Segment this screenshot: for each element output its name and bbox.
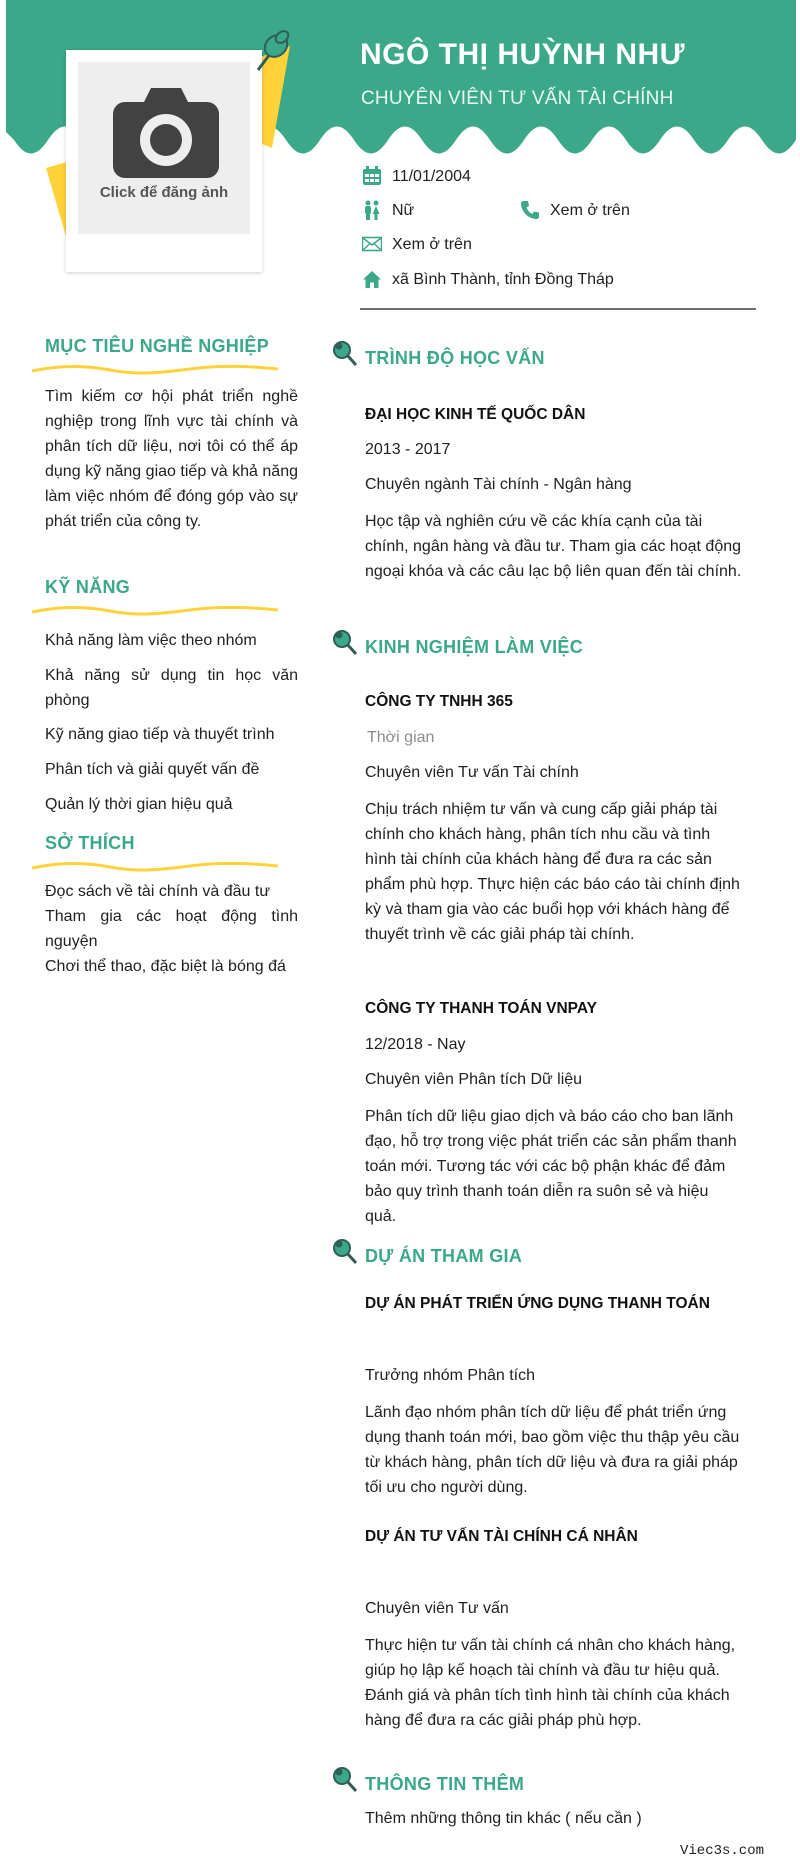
- objective-heading: MỤC TIÊU NGHỀ NGHIỆP: [45, 336, 270, 356]
- education-heading: TRÌNH ĐỘ HỌC VẤN: [365, 348, 545, 368]
- skill-item: Khả năng làm việc theo nhóm: [45, 632, 257, 649]
- pushpin-icon: [330, 628, 358, 656]
- skill-item: Quản lý thời gian hiệu quả: [45, 796, 233, 813]
- watermark: Viec3s.com: [679, 1843, 764, 1859]
- candidate-title: CHUYÊN VIÊN TƯ VẤN TÀI CHÍNH: [361, 88, 674, 109]
- candidate-name: NGÔ THỊ HUỲNH NHƯ: [360, 38, 686, 71]
- job-description: Chịu trách nhiệm tư vấn và cung cấp giải pháp tài chính cho khách hàng, phân tích nhu cầu và tình hình tài chính của khách hàng để đưa ra các sản phẩm phù hợp. Thực hiện các báo cáo tài chính định kỳ và tham gia vào các buổi họp với khách hàng để thuyết trình về các giải pháp tài chính.: [365, 801, 740, 943]
- objective-underline: [30, 363, 280, 375]
- projects-heading: DỰ ÁN THAM GIA: [365, 1246, 523, 1266]
- education-period: 2013 - 2017: [365, 441, 451, 458]
- project-name: DỰ ÁN TƯ VẤN TÀI CHÍNH CÁ NHÂN: [365, 1528, 638, 1545]
- company-name: CÔNG TY TNHH 365: [365, 693, 513, 710]
- skills-heading: KỸ NĂNG: [45, 577, 131, 597]
- skill-item: Phân tích và giải quyết vấn đề: [45, 761, 260, 778]
- skill-item: Khả năng sử dụng tin học văn phòng: [45, 667, 298, 709]
- pushpin-icon: [252, 28, 292, 74]
- phone-icon: [520, 200, 540, 220]
- additional-text: Thêm những thông tin khác ( nếu cần ): [365, 1810, 642, 1827]
- gender-value: Nữ: [392, 202, 415, 219]
- pushpin-icon: [330, 1237, 358, 1265]
- email-icon: [362, 234, 382, 254]
- skills-underline: [30, 604, 280, 616]
- additional-heading: THÔNG TIN THÊM: [365, 1774, 525, 1794]
- project-description: Lãnh đạo nhóm phân tích dữ liệu để phát triển ứng dụng thanh toán mới, bao gồm việc thu thập yêu cầu từ khách hàng, phân tích dữ liệu và đưa ra giải pháp tối ưu cho người dùng.: [365, 1404, 740, 1496]
- job-position: Chuyên viên Phân tích Dữ liệu: [365, 1071, 583, 1088]
- school-name: ĐẠI HỌC KINH TẾ QUỐC DÂN: [365, 406, 586, 423]
- photo-frame: [66, 50, 262, 272]
- birthday-value: 11/01/2004: [392, 168, 471, 185]
- job-period: 12/2018 - Nay: [365, 1036, 466, 1053]
- upload-photo-button[interactable]: [78, 62, 250, 234]
- phone-value: Xem ở trên: [550, 202, 630, 219]
- company-name: CÔNG TY THANH TOÁN VNPAY: [365, 1000, 597, 1017]
- objective-text: Tìm kiếm cơ hội phát triển nghề nghiệp trong lĩnh vực tài chính và phân tích dữ liệu, nơi tôi có thể áp dụng kỹ năng giao tiếp và khả năng làm việc nhóm để đóng góp vào sự phát triển của công ty.: [45, 388, 298, 530]
- education-major: Chuyên ngành Tài chính - Ngân hàng: [365, 476, 632, 493]
- gender-icon: [362, 200, 382, 220]
- camera-icon: [113, 88, 219, 178]
- calendar-icon: [362, 166, 382, 186]
- project-role: Chuyên viên Tư vấn: [365, 1600, 509, 1617]
- hobbies-heading: SỞ THÍCH: [45, 833, 135, 853]
- education-description: Học tập và nghiên cứu về các khía cạnh của tài chính, ngân hàng và đầu tư. Tham gia các hoạt động ngoại khóa và các câu lạc bộ liên quan đến tài chính.: [365, 513, 742, 580]
- hobby-item: Chơi thể thao, đặc biệt là bóng đá: [45, 958, 286, 975]
- experience-heading: KINH NGHIỆM LÀM VIỆC: [365, 637, 584, 657]
- hobby-item: Tham gia các hoạt động tình nguyện: [45, 908, 298, 950]
- pushpin-icon: [330, 339, 358, 367]
- project-name: DỰ ÁN PHÁT TRIỂN ỨNG DỤNG THANH TOÁN: [365, 1295, 710, 1312]
- email-value: Xem ở trên: [392, 236, 472, 253]
- home-icon: [362, 270, 382, 290]
- address-value: xã Bình Thành, tỉnh Đồng Tháp: [392, 271, 614, 288]
- job-description: Phân tích dữ liệu giao dịch và báo cáo cho ban lãnh đạo, hỗ trợ trong việc phát triển các sản phẩm thanh toán mới. Tương tác với các bộ phận khác để đảm bảo quy trình thanh toán diễn ra suôn sẻ và hiệu quả.: [365, 1108, 737, 1225]
- photo-area: [40, 28, 300, 278]
- photo-caption: Click để đăng ảnh: [99, 184, 229, 201]
- job-period: Thời gian: [367, 729, 435, 746]
- job-position: Chuyên viên Tư vấn Tài chính: [365, 764, 579, 781]
- pushpin-icon: [330, 1765, 358, 1793]
- hobbies-underline: [30, 860, 280, 872]
- project-description: Thực hiện tư vấn tài chính cá nhân cho khách hàng, giúp họ lập kế hoạch tài chính và đầu tư hiệu quả. Đánh giá và phân tích tình hình tài chính của khách hàng để đưa ra các giải pháp phù hợp.: [365, 1637, 736, 1729]
- contact-divider: [360, 308, 756, 310]
- project-role: Trưởng nhóm Phân tích: [365, 1367, 536, 1384]
- skill-item: Kỹ năng giao tiếp và thuyết trình: [45, 726, 275, 743]
- hobby-item: Đọc sách về tài chính và đầu tư: [45, 883, 271, 900]
